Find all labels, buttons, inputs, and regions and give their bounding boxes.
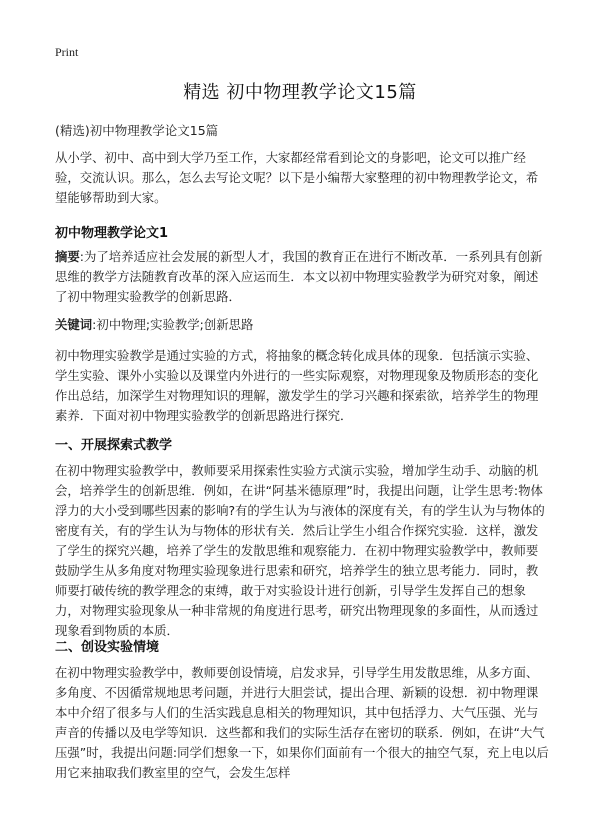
part1-body-paragraph: 在初中物理实验教学中，教师要采用探索性实验方式演示实验，增加学生动手、动脑的机会，培养学生的创新思维．例如，在讲“阿基米德原理”时，我提出问题，让学生思考:物体浮力的大小受到哪些因素的影响?有的学生认为与液体的深度有关，有的学生认为与物体的密度有关，有的学生认为与物体的形状有关．然后让学生小组合作探究实验．这样，激发了学生的探究兴趣，培养了学生的发散思维和观察能力．在初中物理实验教学中，教师要鼓励学生从多角度对物理实验现象进行思索和研究，培养学生的独立思考能力．同时，教师要打破传统的教学理念的束缚，敢于对实验设计进行创新，引导学生发挥自己的想象力，对物理实验现象从一种非常规的角度进行思考，研究出物理现象的多面性，从而透过现象看到物质的本质．	[55, 463, 545, 638]
page-title: 精选 初中物理教学论文15篇	[183, 82, 417, 103]
abstract-label: 摘要	[55, 249, 80, 264]
part2-body-paragraph: 在初中物理实验教学中，教师要创设情境，启发求异，引导学生用发散思维，从多方面、多角度、不因循常规地思考问题，并进行大胆尝试，提出合理、新颖的设想．初中物理课本中介绍了很多与人们的生活实践息息相关的物理知识，其中包括浮力、大气压强、光与声音的传播以及电学等知识．这些都和我们的实际生活存在密切的联系．例如，在讲“大气压强”时，我提出问题:同学们想象一下，如果你们面前有一个很大的抽空气泵，充上电以后用它来抽取我们教室里的空气，会发生怎样	[55, 665, 549, 780]
part2-heading: 二、创设实验情境	[55, 640, 160, 655]
keywords-label: 关键词	[55, 317, 93, 332]
print-label: Print	[55, 45, 79, 59]
section1-heading: 初中物理教学论文1	[55, 226, 169, 241]
abstract-paragraph	[55, 247, 550, 307]
keywords-paragraph	[55, 315, 550, 335]
abstract-text: :为了培养适应社会发展的新型人才，我国的教育正在进行不断改革．一系列具有创新思维的教学方法随教育改革的深入应运而生．本文以初中物理实验教学为研究对象，阐述了初中物理实验教学的创新思路．	[55, 249, 543, 304]
document-subtitle: (精选)初中物理教学论文15篇	[55, 123, 219, 138]
keywords-text: :初中物理;实验教学;创新思路	[92, 317, 254, 332]
intro-paragraph: 从小学、初中、高中到大学乃至工作，大家都经常看到论文的身影吧，论文可以推广经验，交流认识。那么，怎么去写论文呢？以下是小编帮大家整理的初中物理教学论文，希望能够帮助到大家。	[55, 150, 539, 205]
section1-body-paragraph: 初中物理实验教学是通过实验的方式，将抽象的概念转化成具体的现象．包括演示实验、学生实验、课外小实验以及课堂内外进行的一些实际观察，对物理现象及物质形态的变化作出总结，加深学生对物理知识的理解，激发学生的学习兴趣和探索欲，培养学生的物理素养．下面对初中物理实验教学的创新思路进行探究．	[55, 348, 539, 423]
part1-heading: 一、开展探索式教学	[55, 438, 173, 453]
